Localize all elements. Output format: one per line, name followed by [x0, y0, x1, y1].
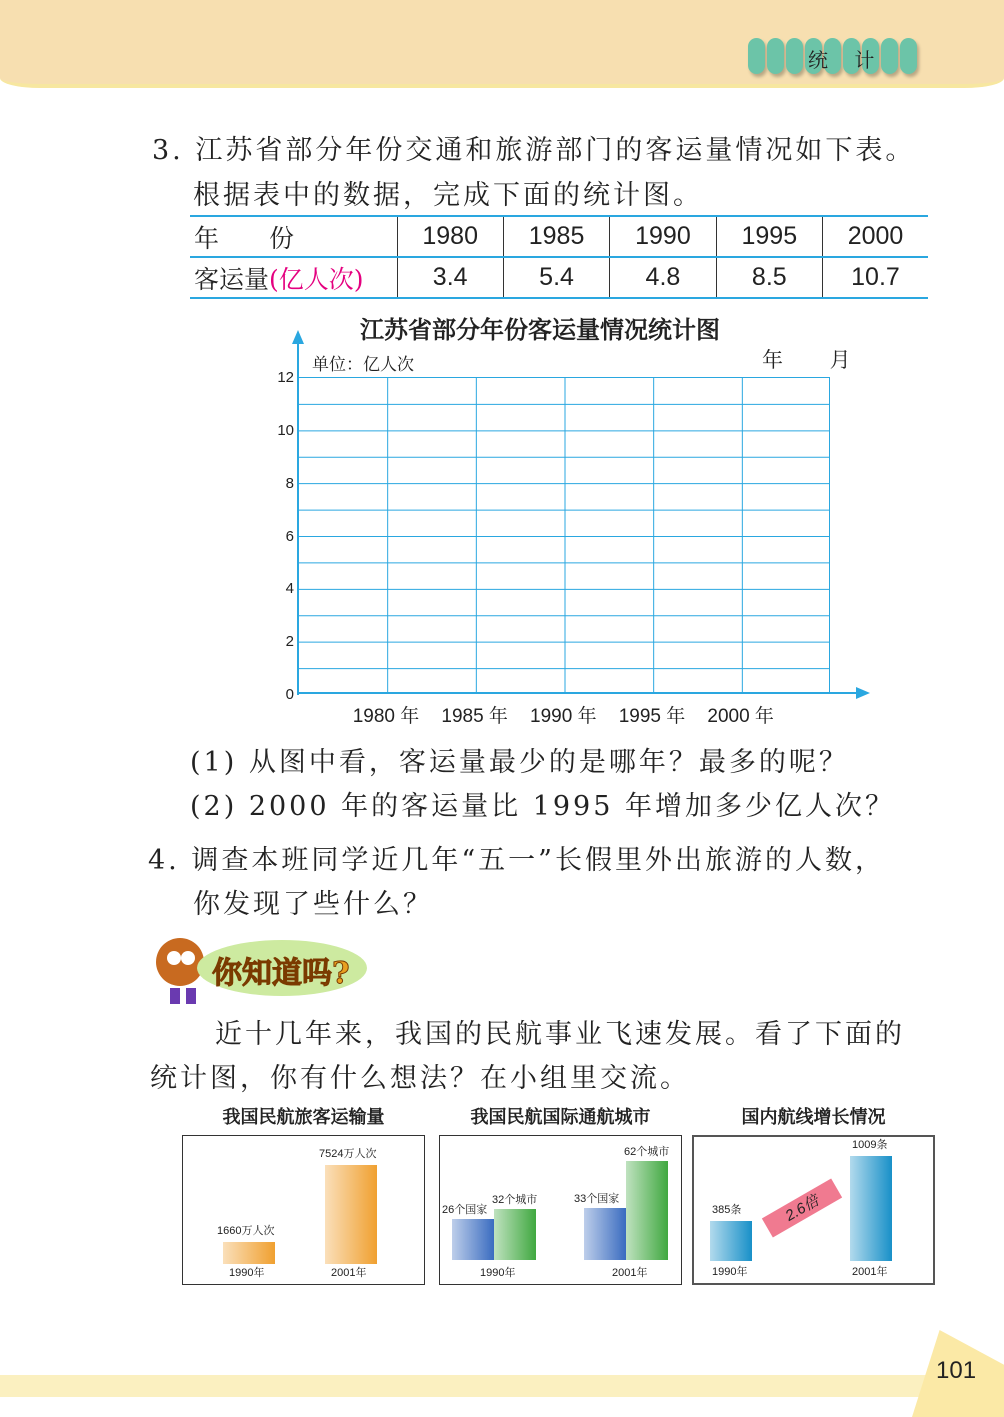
year-cell: 1995 — [716, 216, 822, 257]
chart3-title: 国内航线增长情况 — [741, 1107, 886, 1128]
x-axis — [297, 692, 860, 694]
chart-grid — [298, 377, 830, 694]
year-cell: 1985 — [503, 216, 609, 257]
x-tick-label: 2000 年 — [707, 706, 774, 727]
q4-number: 4. — [148, 845, 180, 876]
chart2-title: 我国民航国际通航城市 — [470, 1107, 651, 1128]
value-cell: 5.4 — [503, 257, 609, 298]
bar-label: 1660万人次 — [217, 1225, 275, 1238]
q4-line1 — [148, 838, 885, 877]
row-header-text: 客运量 — [194, 264, 270, 294]
grid-chart-unit: 单位：亿人次 — [312, 355, 414, 375]
footer-band — [0, 1375, 1004, 1397]
y-tick-label: 12 — [277, 369, 294, 386]
q4-text: 调查本班同学近几年“五一”长假里外出旅游的人数， — [191, 845, 885, 876]
grid-chart-date: 年 月 — [762, 348, 851, 372]
x-tick-label: 1995 年 — [618, 706, 686, 727]
bar — [223, 1242, 275, 1264]
bar-label: 32个城市 — [492, 1194, 538, 1207]
y-axis — [297, 338, 299, 695]
year-cell: 2000 — [823, 216, 929, 257]
x-tick-label: 1990 年 — [530, 706, 597, 727]
y-tick-label: 10 — [277, 421, 294, 439]
x-tick-label: 1985 年 — [441, 706, 508, 727]
x-label: 1990年 — [712, 1266, 748, 1278]
y-axis-arrow-icon — [292, 330, 304, 344]
value-cell: 3.4 — [397, 257, 503, 298]
table-row-values — [190, 257, 928, 298]
q3-line1 — [152, 128, 915, 167]
bar — [494, 1209, 536, 1260]
value-cell: 4.8 — [610, 257, 716, 298]
x-axis-arrow-icon — [856, 687, 870, 699]
row-unit: (亿人次) — [269, 264, 364, 294]
chart1-title: 我国民航旅客运输量 — [222, 1107, 385, 1128]
x-label: 2001年 — [331, 1267, 367, 1279]
know-line1: 近十几年来，我国的民航事业飞速发展。看了下面的 — [215, 1019, 905, 1050]
bar-label: 62个城市 — [624, 1146, 670, 1159]
bar-label: 7524万人次 — [319, 1148, 377, 1161]
bar-label: 385条 — [712, 1203, 742, 1216]
section-label: 统 计 — [808, 48, 885, 72]
did-you-know-badge — [142, 930, 372, 1010]
value-cell: 8.5 — [716, 257, 822, 298]
x-tick-label: 1980 年 — [352, 706, 420, 727]
bar — [626, 1161, 668, 1260]
y-tick-label: 6 — [285, 527, 294, 545]
y-tick-label: 2 — [285, 633, 294, 651]
chart-passenger — [182, 1135, 425, 1285]
badge-text: 你知道吗? — [212, 956, 350, 991]
table-row-years — [190, 216, 928, 257]
data-table — [190, 215, 928, 299]
x-label: 1990年 — [480, 1267, 516, 1279]
q4-line2: 你发现了些什么？ — [193, 889, 433, 920]
bar — [584, 1208, 626, 1261]
bar — [452, 1219, 494, 1260]
bar-label: 26个国家 — [442, 1203, 488, 1216]
know-line2: 统计图，你有什么想法？在小组里交流。 — [150, 1063, 690, 1094]
q3-text: 江苏省部分年份交通和旅游部门的客运量情况如下表。 — [195, 135, 916, 166]
q3-line2: 根据表中的数据，完成下面的统计图。 — [193, 180, 703, 211]
value-cell: 10.7 — [823, 257, 929, 298]
bar-label: 1009条 — [852, 1139, 888, 1151]
bar-label: 33个国家 — [574, 1192, 620, 1205]
question-2: (2) 2000 年的客运量比 1995 年增加多少亿人次？ — [190, 791, 896, 822]
page-number: 101 — [936, 1357, 977, 1384]
year-cell: 1980 — [397, 216, 503, 257]
x-label: 1990年 — [229, 1267, 265, 1279]
y-tick-label: 4 — [285, 580, 294, 598]
growth-arrow: 2.6倍 — [762, 1178, 842, 1237]
y-tick-label: 8 — [285, 474, 294, 492]
bar — [710, 1221, 752, 1261]
year-header: 年 份 — [190, 216, 397, 257]
question-1: (1) 从图中看，客运量最少的是哪年？最多的呢？ — [190, 747, 849, 778]
year-cell: 1990 — [610, 216, 716, 257]
row-header — [190, 257, 397, 298]
q3-number: 3. — [152, 135, 184, 166]
x-label: 2001年 — [612, 1267, 648, 1279]
grid-chart-title: 江苏省部分年份客运量情况统计图 — [360, 316, 720, 344]
x-label: 2001年 — [852, 1266, 888, 1278]
bar — [850, 1156, 892, 1261]
y-tick-label: 0 — [285, 686, 294, 703]
bar — [325, 1165, 377, 1264]
chart-intl-cities — [439, 1135, 682, 1285]
chart-domestic-routes — [692, 1135, 935, 1285]
